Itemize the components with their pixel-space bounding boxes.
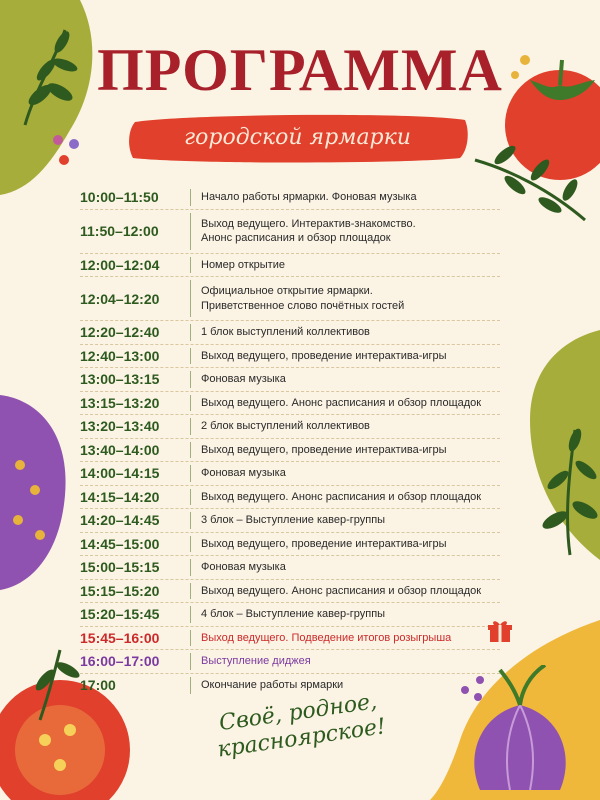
schedule-row	[80, 415, 500, 439]
schedule-text: Начало работы ярмарки. Фоновая музыка	[201, 191, 417, 204]
schedule-time: 14:20–14:45	[80, 512, 160, 529]
schedule-time: 10:00–11:50	[80, 189, 159, 206]
schedule-list	[80, 186, 500, 697]
page-title: ПРОГРАММА	[97, 37, 503, 103]
schedule-text: Выход ведущего. Анонс расписания и обзор площадок	[201, 584, 482, 597]
schedule-row	[80, 603, 500, 627]
schedule-time: 14:15–14:20	[80, 488, 160, 505]
schedule-row	[80, 321, 500, 345]
schedule-time: 11:50–12:00	[80, 223, 159, 239]
schedule-text: Фоновая музыка	[201, 373, 286, 386]
page-subtitle: городской ярмарки	[184, 125, 411, 150]
schedule-time: 17:00	[80, 677, 116, 694]
leaf-branch-icon	[530, 420, 600, 560]
left-purple-blob	[0, 395, 80, 595]
schedule-time: 15:20–15:45	[80, 606, 160, 623]
schedule-time: 13:00–13:15	[80, 371, 160, 388]
schedule-time: 13:15–13:20	[80, 394, 160, 411]
schedule-time: 12:04–12:20	[80, 290, 160, 307]
schedule-text: Выход ведущего. Подведение итогов розыгрыша	[201, 631, 452, 644]
schedule-text: 2 блок выступлений коллективов	[201, 420, 370, 433]
schedule-time: 14:45–15:00	[80, 535, 160, 552]
schedule-text: 3 блок – Выступление кавер-группы	[201, 514, 386, 527]
schedule-text: Выход ведущего. Интерактив-знакомство. Анонс расписания и обзор площадок	[201, 217, 416, 244]
schedule-time: 13:20–13:40	[80, 418, 160, 435]
schedule-text: Официальное открытие ярмарки. Приветственное слово почётных гостей	[201, 285, 405, 312]
schedule-time: 15:00–15:15	[80, 559, 160, 576]
schedule-row	[80, 368, 500, 392]
gift-icon	[487, 618, 513, 644]
schedule-row	[80, 580, 500, 604]
schedule-time: 12:00–12:04	[80, 256, 160, 273]
schedule-text: Выход ведущего. Анонс расписания и обзор площадок	[201, 490, 482, 503]
schedule-text: Фоновая музыка	[201, 467, 286, 480]
schedule-row	[80, 254, 500, 278]
schedule-time: 15:45–16:00	[80, 629, 160, 646]
schedule-row	[80, 556, 500, 580]
schedule-row	[80, 462, 500, 486]
schedule-time: 14:00–14:15	[80, 465, 160, 482]
schedule-text: Выход ведущего, проведение интерактива-игры	[201, 537, 447, 550]
schedule-text: Выход ведущего, проведение интерактива-игры	[201, 443, 447, 456]
schedule-text: Окончание работы ярмарки	[201, 679, 344, 692]
schedule-row	[80, 345, 500, 369]
schedule-row	[80, 210, 500, 254]
schedule-row	[80, 486, 500, 510]
schedule-row	[80, 439, 500, 463]
schedule-row	[80, 392, 500, 416]
schedule-text: 4 блок – Выступление кавер-группы	[201, 608, 386, 621]
schedule-text: Номер открытие	[201, 258, 285, 271]
schedule-time: 13:40–14:00	[80, 441, 160, 458]
schedule-row	[80, 509, 500, 533]
schedule-time: 12:40–13:00	[80, 347, 160, 364]
schedule-time: 12:20–12:40	[80, 324, 160, 341]
schedule-time: 16:00–17:00	[80, 653, 160, 670]
footer-slogan: Своё, родное, красноярское!	[216, 689, 388, 763]
schedule-text: Выход ведущего, проведение интерактива-игры	[201, 349, 447, 362]
schedule-row	[80, 674, 500, 698]
schedule-row-dj	[80, 650, 500, 674]
schedule-text: Выступление диджея	[201, 655, 311, 668]
schedule-row	[80, 277, 500, 321]
schedule-row-highlight	[80, 627, 500, 651]
schedule-text: Выход ведущего. Анонс расписания и обзор площадок	[201, 396, 482, 409]
decorative-dots	[50, 130, 90, 170]
schedule-text: Фоновая музыка	[201, 561, 286, 574]
schedule-text: 1 блок выступлений коллективов	[201, 326, 370, 339]
schedule-time: 15:15–15:20	[80, 582, 160, 599]
schedule-row	[80, 533, 500, 557]
schedule-row	[80, 186, 500, 210]
